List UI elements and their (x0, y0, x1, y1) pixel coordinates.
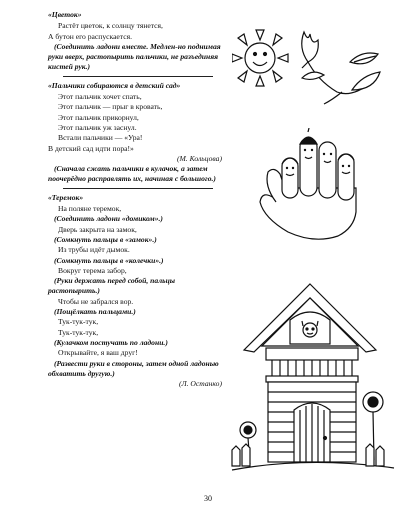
sun-flower-illustration (232, 20, 382, 105)
verse-line: Чтобы не забрался вор. (58, 296, 134, 306)
finger-faces-hand-illustration (254, 128, 384, 248)
page-number: 30 (204, 494, 212, 503)
section-title: «Теремок» (48, 192, 84, 202)
author-credit: (Л. Останко) (178, 379, 222, 389)
instruction-text: (Развести руки в стороны, затем одной ладонью обхватить другую.) (48, 358, 219, 378)
section-fingers (48, 81, 228, 185)
verse-line: Этот пальчик уж заснул. (58, 122, 137, 132)
verse-line: Дверь закрыта на замок, (58, 224, 137, 234)
section-title: «Пальчики собираются в детский сад» (48, 80, 181, 90)
section-teremok (48, 193, 228, 390)
verse-line: На поляне теремок, (58, 204, 122, 214)
verse-line: А бутон его распускается. (48, 31, 132, 41)
verse-line: Этот пальчик прикорнул, (58, 112, 139, 122)
verse-line: Из трубы идёт дымок. (58, 245, 130, 255)
verse-line: Встали пальчики — «Ура! (58, 133, 143, 143)
instruction-text: (Соединить ладони вместе. Медлен-но поднимая руки вверх, растопырить пальчики, не разъединяя кистей рук.) (48, 41, 221, 72)
verse-line: Тук-тук-тук, (58, 327, 99, 337)
verse-line: Тук-тук-тук, (58, 317, 99, 327)
verse-line: Вокруг терема забор, (58, 265, 127, 275)
section-divider (63, 188, 213, 189)
verse-line: Растёт цветок, к солнцу тянется, (58, 21, 163, 31)
instruction-text: (Руки держать перед собой, пальцы растопырить.) (48, 276, 176, 296)
section-divider (63, 76, 213, 77)
instruction-text: (Сомкнуть пальцы в «замок».) (54, 234, 157, 244)
author-credit: (М. Кольцова) (176, 153, 222, 163)
verse-line: Этот пальчик хочет спать, (58, 92, 142, 102)
verse-line: Этот пальчик — прыг в кровать, (58, 102, 163, 112)
teremok-house-illustration (228, 280, 398, 480)
instruction-text: (Кулачком постучать по ладони.) (54, 337, 168, 347)
instruction-text: (Пощёлкать пальцами.) (54, 307, 136, 317)
instruction-text: (Соединить ладони «домиком».) (54, 214, 163, 224)
section-flower (48, 10, 228, 73)
instruction-text: (Сначала сжать пальчики в кулачок, а затем поочерёдно расправлять их, начиная с большого.) (48, 164, 216, 184)
verse-line: В детский сад идти пора!» (48, 143, 134, 153)
text-column (48, 10, 228, 392)
section-title: «Цветок» (48, 10, 82, 19)
instruction-text: (Сомкнуть пальцы в «колечки».) (54, 255, 164, 265)
verse-line: Открывайте, я ваш друг! (58, 348, 138, 358)
